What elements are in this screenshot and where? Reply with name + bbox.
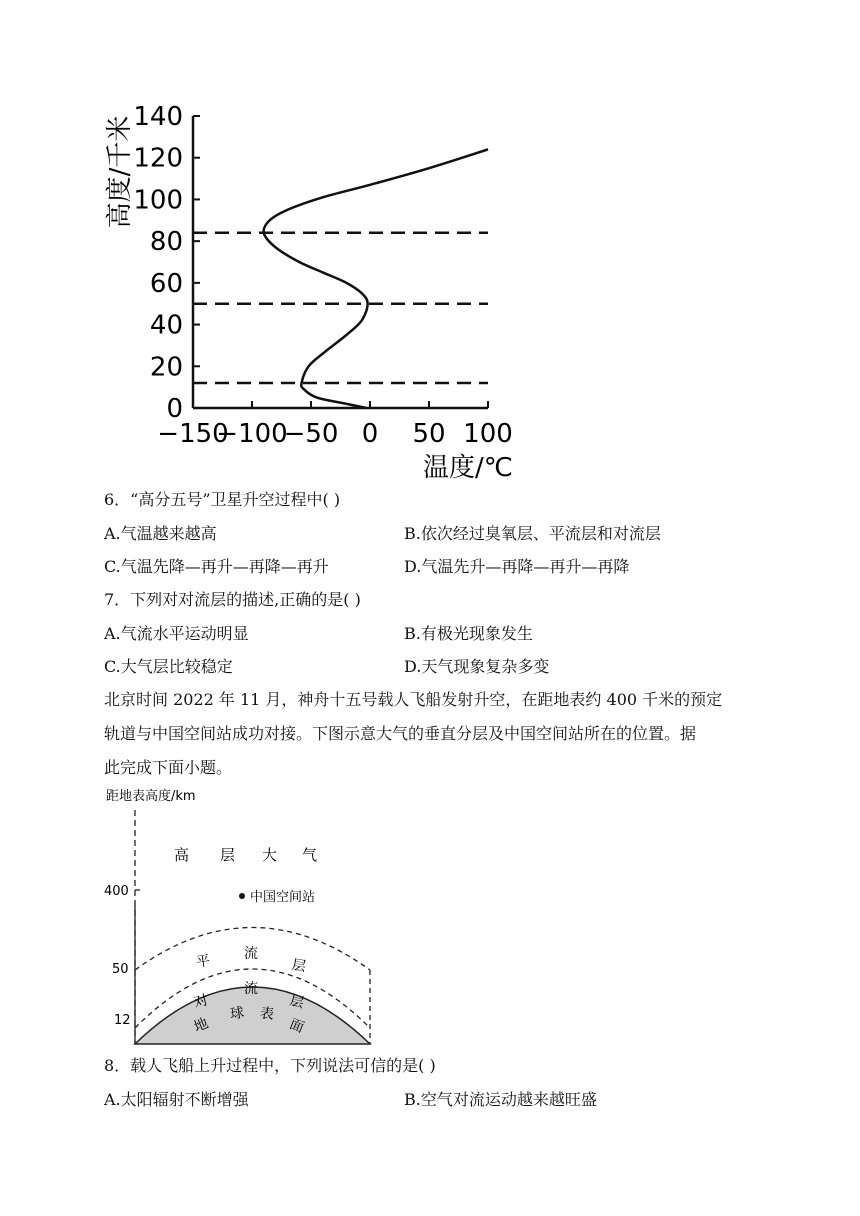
x-tick-label: 0 bbox=[361, 419, 379, 449]
q6-option-b: B.依次经过臭氧层、平流层和对流层 bbox=[404, 524, 661, 543]
y-tick-label: 120 bbox=[133, 143, 183, 174]
y-axis-label: 高度/千米 bbox=[105, 115, 135, 229]
passage-line-1: 北京时间 2022 年 11 月，神舟十五号载人飞船发射升空，在距地表约 400 千米的预定 bbox=[104, 690, 723, 709]
y-tick-label: 40 bbox=[149, 310, 183, 341]
x-tick-label: 100 bbox=[463, 419, 513, 449]
earth-char-1: 地 bbox=[191, 1015, 211, 1036]
passage-line-3: 此完成下面小题。 bbox=[104, 758, 233, 777]
y-tick-label: 80 bbox=[149, 227, 183, 258]
y-tick-label: 60 bbox=[149, 268, 183, 299]
x-tick-label: −150 bbox=[157, 419, 229, 449]
q7-option-c: C.大气层比较稳定 bbox=[104, 657, 233, 676]
strat-char-3: 层 bbox=[290, 957, 308, 976]
q7-option-a: A.气流水平运动明显 bbox=[104, 624, 249, 643]
passage-line-2: 轨道与中国空间站成功对接。下图示意大气的垂直分层及中国空间站所在的位置。据 bbox=[104, 724, 697, 743]
x-axis-label: 温度/℃ bbox=[423, 453, 513, 483]
upper-char-1: 高 bbox=[174, 846, 190, 864]
atmosphere-layers-diagram bbox=[0, 780, 860, 1050]
y-tick-label: 0 bbox=[166, 394, 183, 424]
earth-char-3: 表 bbox=[258, 1005, 275, 1024]
q6-option-c: C.气温先降—再升—再降—再升 bbox=[104, 557, 329, 576]
x-tick-label: −50 bbox=[283, 419, 339, 449]
earth-char-4: 面 bbox=[287, 1016, 307, 1037]
space-station-dot bbox=[239, 893, 245, 899]
tropo-char-3: 层 bbox=[288, 992, 306, 1012]
tick-12: 12 bbox=[114, 1013, 131, 1028]
q8-option-b: B.空气对流运动越来越旺盛 bbox=[404, 1090, 597, 1109]
temperature-altitude-chart bbox=[0, 0, 860, 490]
q7-stem: 7．下列对对流层的描述,正确的是( ) bbox=[104, 590, 361, 609]
y-tick-label: 20 bbox=[149, 352, 183, 383]
earth-char-2: 球 bbox=[229, 1004, 246, 1023]
tropo-char-1: 对 bbox=[192, 992, 210, 1012]
q6-option-d: D.气温先升—再降—再升—再降 bbox=[404, 557, 630, 576]
q6-stem: 6．“高分五号”卫星升空过程中( ) bbox=[104, 490, 341, 509]
tick-400: 400 bbox=[104, 884, 129, 899]
q6-option-a: A.气温越来越高 bbox=[104, 524, 217, 543]
y-tick-label: 140 bbox=[133, 102, 183, 132]
q7-option-b: B.有极光现象发生 bbox=[404, 624, 533, 643]
q8-option-a: A.太阳辐射不断增强 bbox=[104, 1090, 249, 1109]
diagram-ylabel: 距地表高度/km bbox=[106, 789, 196, 804]
tick-50: 50 bbox=[112, 962, 129, 977]
upper-char-4: 气 bbox=[302, 846, 318, 864]
upper-char-2: 层 bbox=[220, 846, 236, 864]
x-tick-label: −100 bbox=[216, 419, 288, 449]
upper-char-3: 大 bbox=[262, 846, 278, 864]
tropo-char-2: 流 bbox=[244, 981, 258, 997]
space-station-label: 中国空间站 bbox=[250, 890, 316, 905]
q7-option-d: D.天气现象复杂多变 bbox=[404, 657, 550, 676]
x-tick-label: 50 bbox=[412, 419, 446, 449]
q8-stem: 8．载人飞船上升过程中，下列说法可信的是( ) bbox=[104, 1056, 436, 1075]
strat-char-2: 流 bbox=[244, 946, 258, 962]
temperature-curve bbox=[264, 149, 488, 408]
y-tick-label: 100 bbox=[133, 185, 183, 216]
strat-char-1: 平 bbox=[195, 952, 212, 971]
